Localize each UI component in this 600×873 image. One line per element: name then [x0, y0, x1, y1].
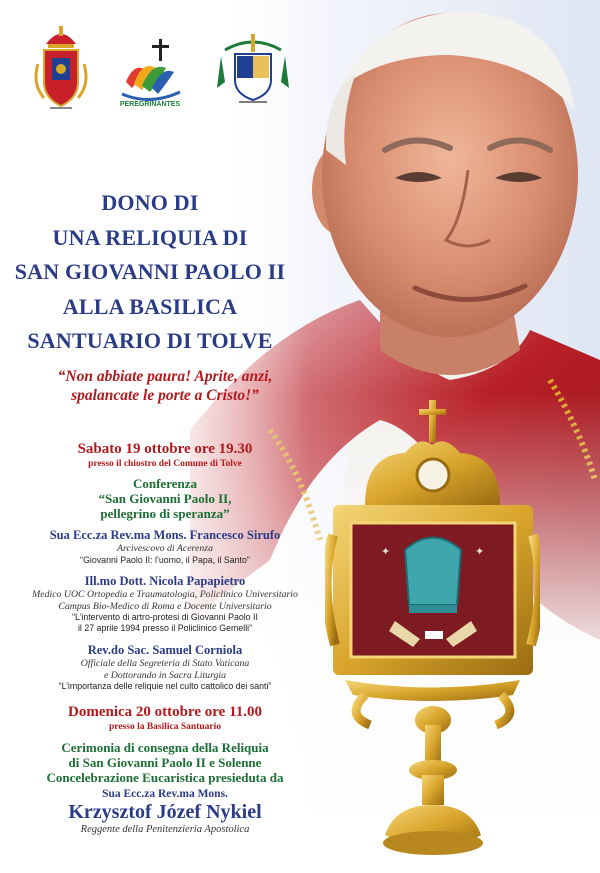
- jubilee-logo-text: PEREGRINANTES: [119, 101, 181, 108]
- sunday-date: Domenica 20 ottobre ore 11.00: [68, 704, 262, 720]
- poster-headline: [0, 186, 300, 359]
- svg-text:✦: ✦: [475, 545, 485, 558]
- ceremony-line: di San Giovanni Paolo II e Solenne: [68, 755, 262, 770]
- speaker-name: Sua Ecc.za Rev.ma Mons. Francesco Sirufo: [49, 528, 281, 542]
- speaker-role: Campus Bio-Medico di Roma e Docente Universitario: [58, 600, 272, 612]
- speaker-2: [0, 574, 330, 633]
- saturday-event: [0, 440, 330, 521]
- sunday-event: [0, 703, 330, 785]
- saturday-date: Sabato 19 ottobre ore 19.30: [77, 441, 253, 457]
- jubilee-logo-icon: [112, 36, 188, 108]
- quote: [0, 367, 330, 405]
- speaker-name: Ill.mo Dott. Nicola Papapietro: [84, 574, 246, 588]
- speaker-role: Officiale della Segreteria di Stato Vaticana: [80, 658, 250, 669]
- quote-line: spalancate le porte a Cristo!”: [71, 387, 259, 404]
- coat-of-arms-icon: [32, 24, 90, 116]
- saturday-place: presso il chiostro del Comune di Tolve: [88, 459, 242, 469]
- sunday-place: presso la Basilica Santuario: [109, 722, 221, 732]
- headline-line: ALLA BASILICA: [62, 293, 238, 319]
- presider-prefix: Sua Ecc.za Rev.ma Mons.: [102, 788, 228, 800]
- logos-row: [0, 22, 300, 122]
- headline-line: SAN GIOVANNI PAOLO II: [14, 259, 286, 284]
- speaker-talk: il 27 aprile 1994 presso il Policlinico Gemelli”: [77, 622, 253, 633]
- speaker-role: Arcivescovo di Acerenza: [117, 543, 213, 554]
- speaker-role: Medico UOC Ortopedia e Traumatologia, Policlinico Universitario: [32, 589, 298, 600]
- speaker-3: [0, 643, 330, 692]
- speaker-talk: “Giovanni Paolo II: l’uomo, il Papa, il Santo”: [80, 554, 250, 565]
- speaker-talk: “L’intervento di artro-protesi di Giovanni Paolo II: [72, 612, 258, 622]
- speaker-role: e Dottorando in Sacra Liturgia: [103, 669, 227, 681]
- presider-role: Reggente della Penitenzieria Apostolica: [80, 824, 250, 835]
- conference-title: pellegrino di speranza”: [100, 506, 230, 521]
- headline-line: SANTUARIO DI TOLVE: [27, 328, 273, 353]
- svg-text:✦: ✦: [381, 545, 391, 558]
- headline-line: DONO DI: [101, 190, 199, 215]
- ceremony-line: Cerimonia di consegna della Reliquia: [61, 740, 269, 755]
- reliquary-image: [325, 395, 540, 865]
- conference-title: “San Giovanni Paolo II,: [98, 491, 232, 506]
- presider-name: Krzysztof Józef Nykiel: [68, 801, 262, 823]
- speaker-1: [0, 528, 330, 565]
- speaker-name: Rev.do Sac. Samuel Corniola: [87, 643, 243, 657]
- headline-line: UNA RELIQUIA DI: [52, 224, 248, 250]
- bishop-coat-of-arms-icon: [215, 32, 291, 110]
- quote-line: “Non abbiate paura! Aprite, anzi,: [57, 368, 273, 385]
- speaker-talk: “L’importanza delle reliquie nel culto cattolico dei santi”: [58, 681, 272, 691]
- conference-label: Conferenza: [132, 476, 198, 491]
- ceremony-line: Concelebrazione Eucaristica presieduta da: [46, 770, 284, 785]
- presider: [0, 787, 330, 836]
